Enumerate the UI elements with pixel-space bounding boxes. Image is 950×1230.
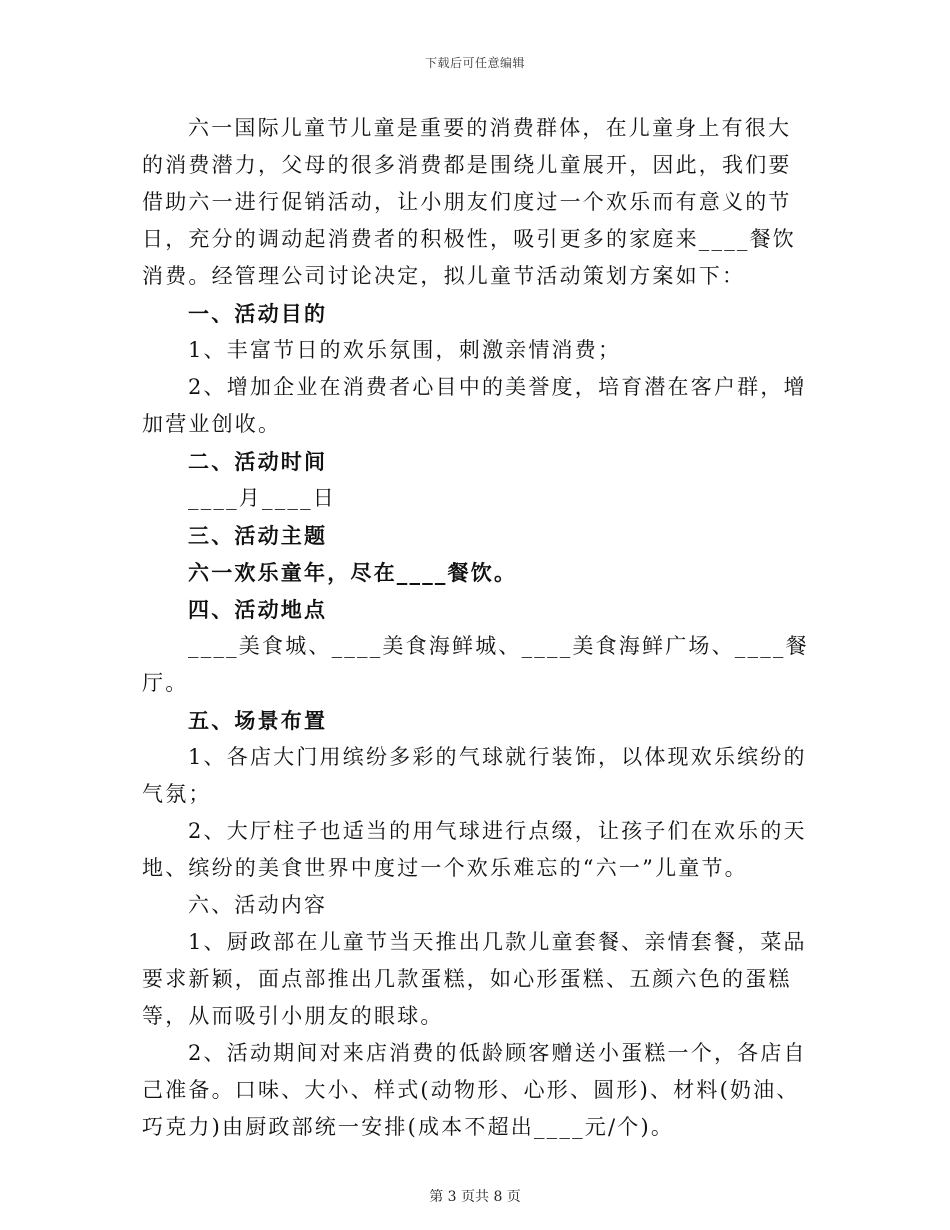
page-footer: 第 3 页共 8 页 — [429, 1189, 521, 1205]
time-value: ____月____日 — [188, 486, 336, 510]
purpose-item-2: 2、增加企业在消费者心目中的美誉度，培育潜在客户群，增加营业创收。 — [142, 375, 807, 436]
decoration-item-1: 1、各店大门用缤纷多彩的气球就行装饰，以体现欢乐缤纷的气氛； — [142, 745, 807, 806]
purpose-item-1: 1、丰富节日的欢乐氛围，刺激亲情消费； — [188, 338, 622, 362]
theme-value: 六一欢乐童年，尽在____餐饮。 — [188, 560, 518, 585]
section-heading-decoration: 五、场景布置 — [188, 708, 328, 733]
section-heading-theme: 三、活动主题 — [188, 523, 328, 548]
page-header: 下载后可任意编辑 — [424, 56, 525, 70]
section-heading-time: 二、活动时间 — [188, 449, 328, 474]
section-heading-content: 六、活动内容 — [188, 893, 328, 917]
intro-paragraph: 六一国际儿童节儿童是重要的消费群体，在儿童身上有很大的消费潜力，父母的很多消费都是围绕儿童展开，因此，我们要借助六一进行促销活动，让小朋友们度过一个欢乐而有意义的节日，充分的调动起消费者的积极性，吸引更多的家庭来____餐饮消费。经管理公司讨论决定，拟儿童节活动策划方案如下： — [142, 116, 796, 288]
decoration-item-2: 2、大厅柱子也适当的用气球进行点缀，让孩子们在欢乐的天地、缤纷的美食世界中度过一个欢乐难忘的“六一”儿童节。 — [142, 819, 807, 880]
document-body — [142, 110, 812, 1146]
content-item-2: 2、活动期间对来店消费的低龄顾客赠送小蛋糕一个，各店自己准备。口味、大小、样式(动物形、心形、圆形)、材料(奶油、巧克力)由厨政部统一安排(成本不超出____元/个)。 — [142, 1041, 807, 1139]
section-heading-purpose: 一、活动目的 — [188, 301, 328, 326]
location-value: ____美食城、____美食海鲜城、____美食海鲜广场、____餐厅。 — [142, 634, 809, 695]
content-item-1: 1、厨政部在儿童节当天推出几款儿童套餐、亲情套餐，菜品要求新颖，面点部推出几款蛋糕，如心形蛋糕、五颜六色的蛋糕等，从而吸引小朋友的眼球。 — [142, 930, 807, 1028]
section-heading-location: 四、活动地点 — [188, 597, 328, 622]
